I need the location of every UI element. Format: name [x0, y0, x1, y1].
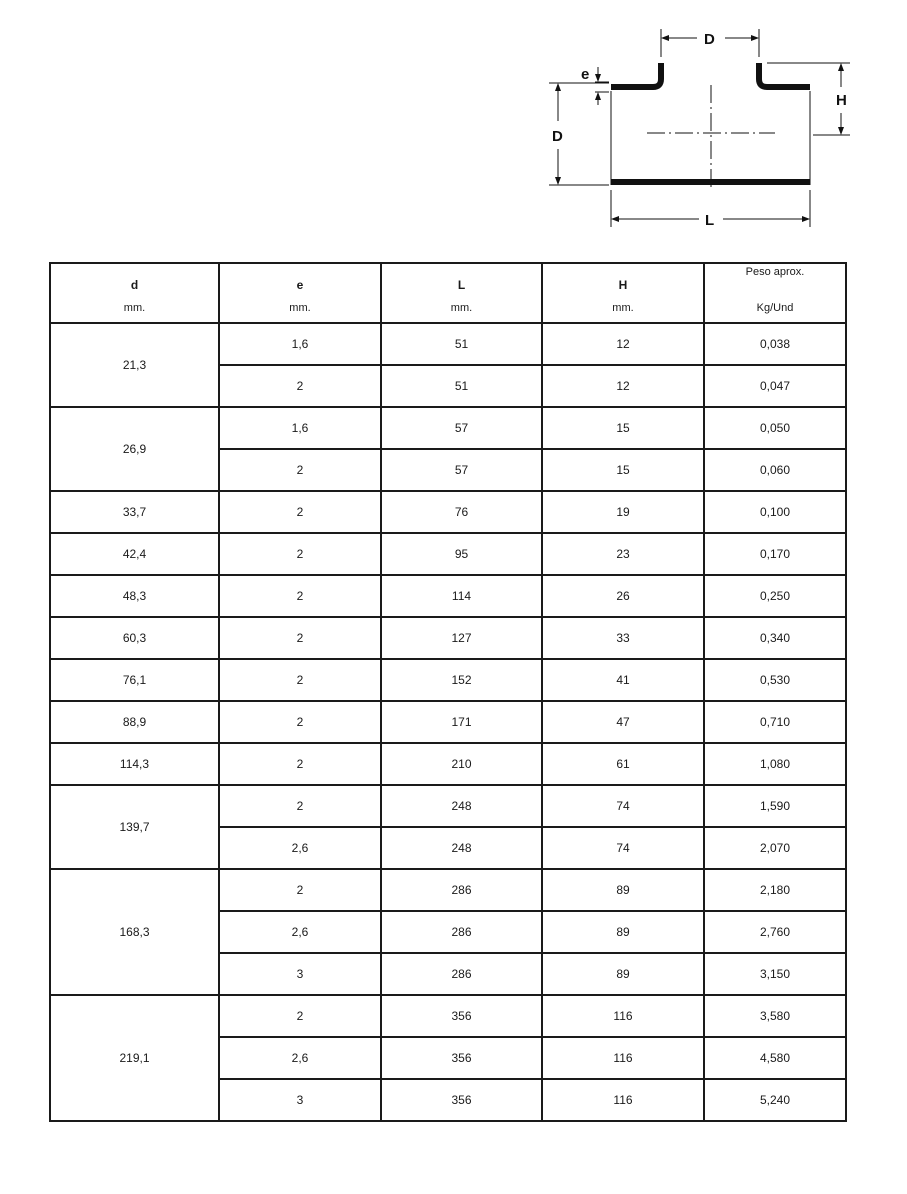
table-body — [50, 323, 846, 1121]
table-row — [50, 323, 846, 365]
header-unit: Kg/Und — [756, 302, 794, 314]
table-row — [50, 617, 846, 659]
cell-peso: 1,590 — [704, 785, 846, 827]
cell-h: 23 — [542, 533, 704, 575]
header-peso — [704, 263, 846, 323]
cell-e: 3 — [219, 1079, 381, 1121]
cell-l: 95 — [381, 533, 542, 575]
cell-l: 356 — [381, 1079, 542, 1121]
tee-dimension-diagram — [545, 25, 855, 235]
table-row — [50, 785, 846, 827]
table-row — [50, 533, 846, 575]
table-row — [50, 575, 846, 617]
header-unit: mm. — [450, 302, 473, 314]
table-row — [50, 407, 846, 449]
cell-peso: 0,100 — [704, 491, 846, 533]
cell-h: 15 — [542, 449, 704, 491]
cell-l: 152 — [381, 659, 542, 701]
cell-peso: 0,710 — [704, 701, 846, 743]
cell-h: 89 — [542, 869, 704, 911]
cell-l: 127 — [381, 617, 542, 659]
cell-peso: 2,070 — [704, 827, 846, 869]
cell-l: 356 — [381, 1037, 542, 1079]
cell-peso: 2,760 — [704, 911, 846, 953]
cell-e: 2,6 — [219, 911, 381, 953]
cell-l: 57 — [381, 449, 542, 491]
header-symbol: Peso aprox. — [745, 266, 805, 278]
cell-e: 2 — [219, 533, 381, 575]
cell-e: 2 — [219, 785, 381, 827]
cell-l: 114 — [381, 575, 542, 617]
diagram-label-e: e — [581, 66, 590, 83]
cell-d: 21,3 — [50, 323, 219, 407]
cell-h: 89 — [542, 911, 704, 953]
header-symbol: H — [618, 278, 628, 292]
cell-d: 219,1 — [50, 995, 219, 1121]
cell-peso: 0,340 — [704, 617, 846, 659]
cell-h: 74 — [542, 785, 704, 827]
cell-d: 114,3 — [50, 743, 219, 785]
cell-peso: 5,240 — [704, 1079, 846, 1121]
header-symbol: d — [130, 278, 139, 292]
cell-h: 47 — [542, 701, 704, 743]
cell-e: 2,6 — [219, 827, 381, 869]
header-unit: mm. — [612, 302, 634, 314]
cell-l: 286 — [381, 911, 542, 953]
cell-h: 41 — [542, 659, 704, 701]
cell-l: 51 — [381, 323, 542, 365]
diagram-label-left-d: D — [552, 128, 563, 145]
table-row — [50, 995, 846, 1037]
cell-d: 42,4 — [50, 533, 219, 575]
cell-e: 2 — [219, 869, 381, 911]
cell-e: 1,6 — [219, 323, 381, 365]
table-row — [50, 659, 846, 701]
cell-h: 74 — [542, 827, 704, 869]
header-unit: mm. — [289, 302, 311, 314]
cell-e: 2 — [219, 743, 381, 785]
cell-l: 356 — [381, 995, 542, 1037]
cell-h: 89 — [542, 953, 704, 995]
cell-e: 3 — [219, 953, 381, 995]
cell-d: 33,7 — [50, 491, 219, 533]
cell-d: 60,3 — [50, 617, 219, 659]
table-row — [50, 869, 846, 911]
table-header-row — [50, 263, 846, 323]
cell-d: 139,7 — [50, 785, 219, 869]
cell-peso: 0,250 — [704, 575, 846, 617]
header-l — [381, 263, 542, 323]
cell-peso: 0,050 — [704, 407, 846, 449]
cell-l: 51 — [381, 365, 542, 407]
cell-h: 15 — [542, 407, 704, 449]
table-row — [50, 743, 846, 785]
cell-l: 210 — [381, 743, 542, 785]
cell-e: 2 — [219, 617, 381, 659]
cell-e: 1,6 — [219, 407, 381, 449]
cell-l: 286 — [381, 869, 542, 911]
cell-peso: 3,580 — [704, 995, 846, 1037]
cell-e: 2 — [219, 995, 381, 1037]
cell-d: 48,3 — [50, 575, 219, 617]
cell-d: 168,3 — [50, 869, 219, 995]
cell-peso: 4,580 — [704, 1037, 846, 1079]
cell-peso: 0,060 — [704, 449, 846, 491]
cell-e: 2 — [219, 701, 381, 743]
cell-d: 26,9 — [50, 407, 219, 491]
cell-h: 116 — [542, 1037, 704, 1079]
cell-h: 61 — [542, 743, 704, 785]
cell-l: 57 — [381, 407, 542, 449]
cell-h: 116 — [542, 995, 704, 1037]
cell-peso: 0,170 — [704, 533, 846, 575]
cell-peso: 0,038 — [704, 323, 846, 365]
cell-h: 12 — [542, 365, 704, 407]
cell-l: 286 — [381, 953, 542, 995]
table-row — [50, 491, 846, 533]
header-symbol: e — [296, 278, 304, 292]
cell-peso: 2,180 — [704, 869, 846, 911]
cell-e: 2,6 — [219, 1037, 381, 1079]
cell-peso: 0,047 — [704, 365, 846, 407]
diagram-label-l: L — [705, 212, 715, 229]
cell-peso: 0,530 — [704, 659, 846, 701]
header-unit: mm. — [123, 302, 146, 314]
dimensions-table — [49, 262, 847, 1122]
header-symbol: L — [457, 278, 466, 292]
diagram-label-top-d: D — [704, 31, 715, 48]
cell-peso: 3,150 — [704, 953, 846, 995]
cell-d: 88,9 — [50, 701, 219, 743]
header-h — [542, 263, 704, 323]
cell-h: 26 — [542, 575, 704, 617]
cell-l: 248 — [381, 827, 542, 869]
table-row — [50, 701, 846, 743]
cell-e: 2 — [219, 449, 381, 491]
header-e — [219, 263, 381, 323]
header-d — [50, 263, 219, 323]
cell-l: 76 — [381, 491, 542, 533]
cell-d: 76,1 — [50, 659, 219, 701]
cell-peso: 1,080 — [704, 743, 846, 785]
cell-e: 2 — [219, 575, 381, 617]
cell-e: 2 — [219, 491, 381, 533]
cell-h: 33 — [542, 617, 704, 659]
cell-h: 19 — [542, 491, 704, 533]
cell-h: 116 — [542, 1079, 704, 1121]
cell-l: 171 — [381, 701, 542, 743]
cell-e: 2 — [219, 659, 381, 701]
diagram-label-h: H — [836, 92, 847, 109]
cell-l: 248 — [381, 785, 542, 827]
cell-h: 12 — [542, 323, 704, 365]
cell-e: 2 — [219, 365, 381, 407]
